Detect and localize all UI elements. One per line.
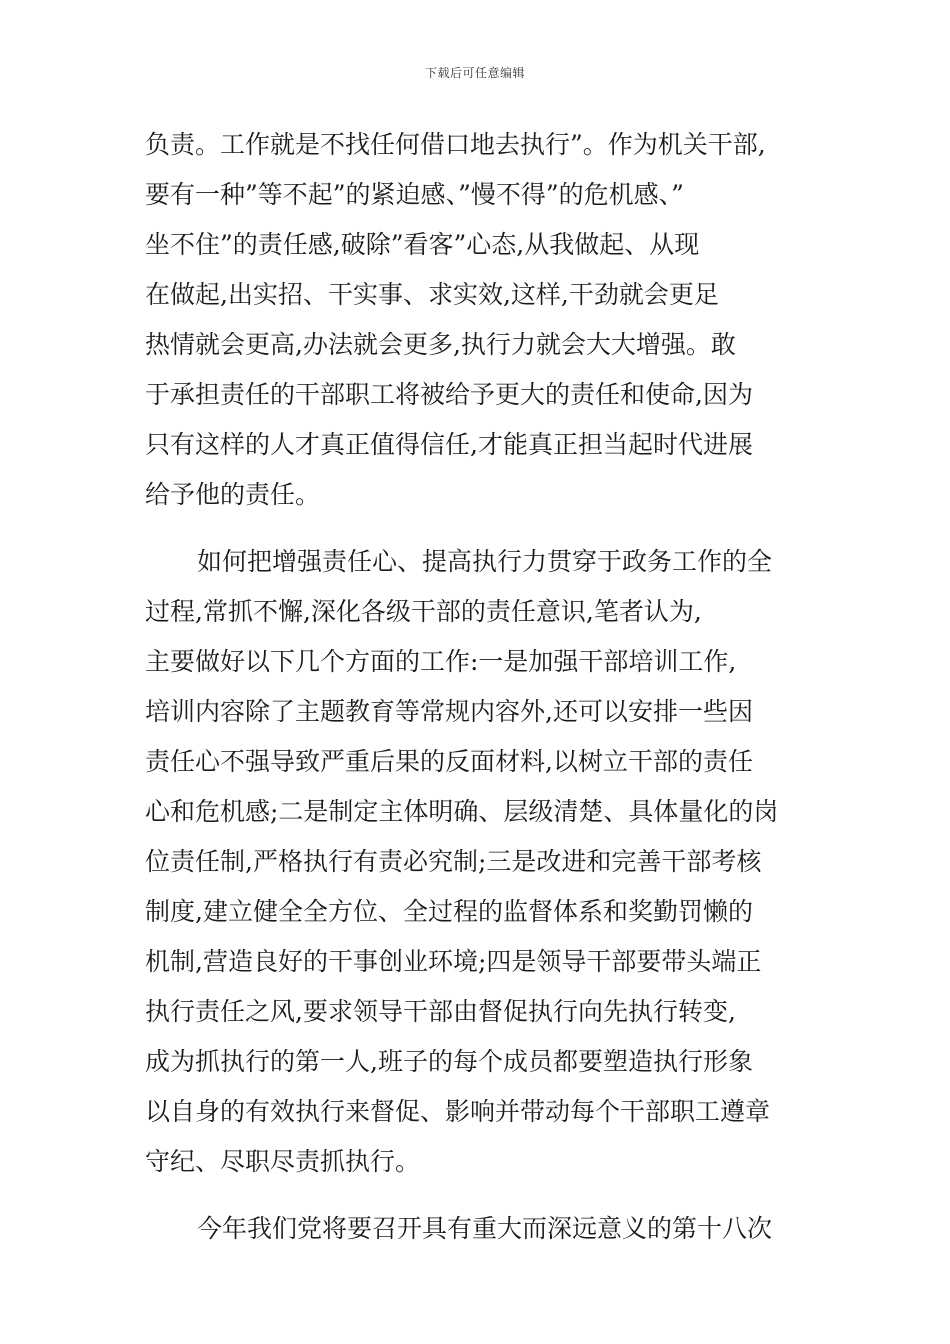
paragraph-spacer [145, 1187, 815, 1204]
text-line: 今年我们党将要召开具有重大而深远意义的第十八次 [197, 1214, 773, 1243]
paragraph-1 [145, 120, 815, 520]
text-line: 心和危机感;二是制定主体明确、层级清楚、具体量化的岗 [145, 797, 779, 826]
text-line: 守纪、尽职尽责抓执行。 [145, 1147, 421, 1176]
paragraph-2 [145, 537, 815, 1187]
text-line: 培训内容除了主题教育等常规内容外,还可以安排一些因 [145, 697, 753, 726]
text-line: 给予他的责任。 [145, 480, 321, 509]
text-line: 负责。工作就是不找任何借口地去执行”。作为机关干部, [145, 130, 766, 159]
text-line: 机制,营造良好的干事创业环境;四是领导干部要带头端正 [145, 947, 762, 976]
text-line: 过程,常抓不懈,深化各级干部的责任意识,笔者认为, [145, 597, 702, 626]
text-line: 热情就会更高,办法就会更多,执行力就会大大增强。敢 [145, 330, 736, 359]
text-line: 要有一种”等不起”的紧迫感、”慢不得”的危机感、” [145, 180, 684, 209]
paragraph-spacer [145, 520, 815, 537]
document-body [145, 120, 815, 1254]
text-line: 主要做好以下几个方面的工作:一是加强干部培训工作, [145, 647, 737, 676]
text-line: 执行责任之风,要求领导干部由督促执行向先执行转变, [145, 997, 736, 1026]
text-line: 只有这样的人才真正值得信任,才能真正担当起时代进展 [145, 430, 753, 459]
text-line: 位责任制,严格执行有责必究制;三是改进和完善干部考核 [145, 847, 762, 876]
text-line: 如何把增强责任心、提高执行力贯穿于政务工作的全 [197, 547, 773, 576]
text-line: 坐不住”的责任感,破除”看客”心态,从我做起、从现 [145, 230, 700, 259]
text-line: 制度,建立健全全方位、全过程的监督体系和奖勤罚懒的 [145, 897, 753, 926]
text-line: 成为抓执行的第一人,班子的每个成员都要塑造执行形象 [145, 1047, 753, 1076]
page-header: 下载后可任意编辑 [424, 66, 525, 80]
text-line: 在做起,出实招、干实事、求实效,这样,干劲就会更足 [145, 280, 719, 309]
paragraph-3 [145, 1204, 815, 1254]
text-line: 以自身的有效执行来督促、影响并带动每个干部职工遵章 [145, 1097, 771, 1126]
text-line: 责任心不强导致严重后果的反面材料,以树立干部的责任 [145, 747, 753, 776]
text-line: 于承担责任的干部职工将被给予更大的责任和使命,因为 [145, 380, 753, 409]
